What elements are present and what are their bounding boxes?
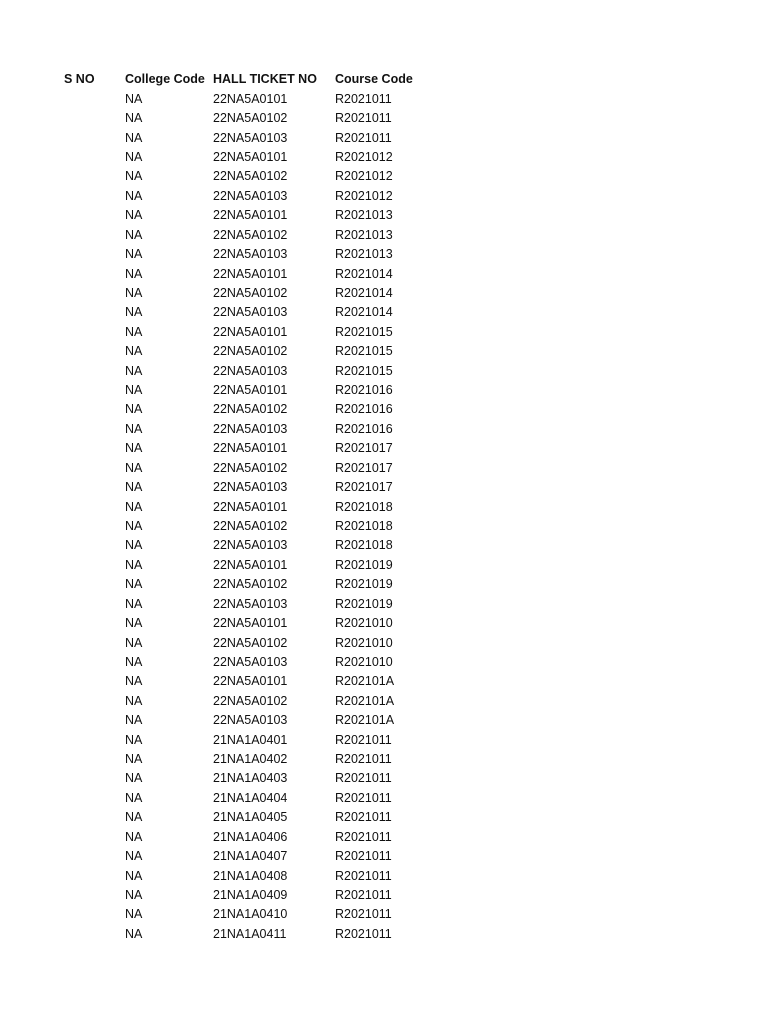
college-code-cell: NA (125, 616, 143, 631)
hall-ticket-cell: 22NA5A0102 (213, 227, 288, 242)
college-code-cell: NA (125, 538, 143, 553)
table-row (64, 458, 435, 477)
table-row (64, 827, 435, 846)
course-code-cell: R2021010 (335, 616, 393, 631)
college-code-cell: NA (125, 421, 143, 436)
table-row (64, 516, 435, 535)
hall-ticket-cell: 21NA1A0408 (213, 868, 288, 883)
table-row (64, 711, 435, 730)
college-code-cell: NA (125, 363, 143, 378)
course-code-cell: R2021012 (335, 149, 393, 164)
college-code-cell: NA (125, 596, 143, 611)
college-code-cell: NA (125, 732, 143, 747)
course-code-cell: R2021011 (335, 130, 392, 145)
header-college-code: College Code (125, 72, 205, 86)
table-row (64, 380, 435, 399)
table-row (64, 691, 435, 710)
table-row (64, 361, 435, 380)
course-code-cell: R2021011 (335, 829, 392, 844)
table-row (64, 730, 435, 749)
hall-ticket-cell: 21NA1A0404 (213, 790, 288, 805)
hall-ticket-cell: 22NA5A0101 (213, 499, 288, 514)
college-code-cell: NA (125, 499, 143, 514)
header-s-no: S NO (64, 72, 95, 86)
table-row (64, 477, 435, 496)
table-row (64, 400, 435, 419)
hall-ticket-cell: 22NA5A0101 (213, 616, 288, 631)
hall-ticket-cell: 21NA1A0405 (213, 810, 288, 825)
college-code-cell: NA (125, 849, 143, 864)
hall-ticket-cell: 22NA5A0103 (213, 538, 288, 553)
hall-ticket-cell: 22NA5A0102 (213, 344, 288, 359)
table-row (64, 924, 435, 943)
college-code-cell: NA (125, 188, 143, 203)
table-row (64, 905, 435, 924)
hall-ticket-cell: 22NA5A0103 (213, 596, 288, 611)
college-code-cell: NA (125, 907, 143, 922)
course-code-cell: R2021011 (335, 907, 392, 922)
course-code-cell: R2021011 (335, 888, 392, 902)
table-row (64, 89, 435, 108)
hall-ticket-cell: 21NA1A0407 (213, 849, 288, 864)
course-code-cell: R2021011 (335, 111, 392, 126)
table-row (64, 419, 435, 438)
hall-ticket-cell: 21NA1A0406 (213, 829, 288, 844)
college-code-cell: NA (125, 674, 143, 689)
table-row (64, 633, 435, 652)
college-code-cell: NA (125, 577, 143, 592)
hall-ticket-cell: 22NA5A0102 (213, 169, 288, 184)
course-code-cell: R2021010 (335, 654, 393, 669)
table-row (64, 264, 435, 283)
course-code-cell: R2021019 (335, 596, 393, 611)
hall-ticket-cell: 22NA5A0102 (213, 693, 288, 708)
table-row (64, 769, 435, 788)
table-row (64, 186, 435, 205)
college-code-cell: NA (125, 266, 143, 281)
college-code-cell: NA (125, 169, 143, 184)
course-code-cell: R2021014 (335, 285, 393, 300)
college-code-cell: NA (125, 888, 143, 902)
college-code-cell: NA (125, 810, 143, 825)
college-code-cell: NA (125, 790, 143, 805)
course-code-cell: R2021015 (335, 363, 393, 378)
course-code-cell: R2021011 (335, 926, 392, 941)
hall-ticket-cell: 22NA5A0101 (213, 266, 288, 281)
hall-ticket-cell: 21NA1A0403 (213, 771, 288, 786)
table-body (64, 89, 435, 944)
hall-ticket-cell: 21NA1A0402 (213, 752, 288, 767)
course-code-cell: R2021011 (335, 752, 392, 767)
college-code-cell: NA (125, 227, 143, 242)
course-code-cell: R2021011 (335, 868, 392, 883)
college-code-cell: NA (125, 285, 143, 300)
course-code-cell: R2021015 (335, 344, 393, 359)
college-code-cell: NA (125, 480, 143, 495)
course-code-cell: R202101A (335, 674, 395, 689)
hall-ticket-cell: 22NA5A0101 (213, 557, 288, 572)
data-table (64, 69, 435, 944)
table-row (64, 206, 435, 225)
hall-ticket-cell: 21NA1A0411 (213, 926, 287, 941)
hall-ticket-cell: 22NA5A0102 (213, 460, 288, 475)
table-row (64, 846, 435, 865)
hall-ticket-cell: 22NA5A0102 (213, 518, 288, 533)
course-code-cell: R2021011 (335, 790, 392, 805)
course-code-cell: R2021011 (335, 732, 392, 747)
table-row (64, 885, 435, 904)
hall-ticket-cell: 21NA1A0409 (213, 888, 288, 902)
hall-ticket-cell: 22NA5A0103 (213, 305, 288, 320)
hall-ticket-cell: 22NA5A0101 (213, 674, 288, 689)
table-row (64, 439, 435, 458)
college-code-cell: NA (125, 208, 143, 223)
hall-ticket-cell: 22NA5A0101 (213, 91, 288, 106)
course-code-cell: R2021019 (335, 577, 393, 592)
college-code-cell: NA (125, 693, 143, 708)
table-row (64, 225, 435, 244)
college-code-cell: NA (125, 829, 143, 844)
college-code-cell: NA (125, 130, 143, 145)
course-code-cell: R2021017 (335, 441, 393, 456)
college-code-cell: NA (125, 91, 143, 106)
college-code-cell: NA (125, 460, 143, 475)
hall-ticket-cell: 22NA5A0102 (213, 635, 288, 650)
table-row (64, 128, 435, 147)
course-code-cell: R2021013 (335, 247, 393, 262)
table-row (64, 322, 435, 341)
college-code-cell: NA (125, 926, 143, 941)
hall-ticket-cell: 21NA1A0401 (213, 732, 288, 747)
course-code-cell: R2021016 (335, 402, 393, 417)
hall-ticket-cell: 22NA5A0103 (213, 130, 288, 145)
hall-ticket-cell: 22NA5A0101 (213, 149, 288, 164)
table-row (64, 866, 435, 885)
table-row (64, 341, 435, 360)
course-code-cell: R2021016 (335, 421, 393, 436)
college-code-cell: NA (125, 383, 143, 398)
college-code-cell: NA (125, 557, 143, 572)
hall-ticket-cell: 21NA1A0410 (213, 907, 288, 922)
course-code-cell: R2021018 (335, 538, 393, 553)
course-code-cell: R2021012 (335, 188, 393, 203)
college-code-cell: NA (125, 518, 143, 533)
table-row (64, 497, 435, 516)
table-row (64, 652, 435, 671)
header-hall-ticket-no: HALL TICKET NO (213, 72, 317, 86)
course-code-cell: R2021014 (335, 266, 393, 281)
table-header-row (64, 69, 435, 89)
table-row (64, 555, 435, 574)
hall-ticket-cell: 22NA5A0102 (213, 285, 288, 300)
college-code-cell: NA (125, 441, 143, 456)
course-code-cell: R202101A (335, 713, 395, 728)
hall-ticket-cell: 22NA5A0103 (213, 654, 288, 669)
hall-ticket-cell: 22NA5A0101 (213, 208, 288, 223)
college-code-cell: NA (125, 868, 143, 883)
table-row (64, 808, 435, 827)
table-row (64, 788, 435, 807)
college-code-cell: NA (125, 654, 143, 669)
college-code-cell: NA (125, 402, 143, 417)
college-code-cell: NA (125, 344, 143, 359)
hall-ticket-cell: 22NA5A0101 (213, 324, 288, 339)
hall-ticket-cell: 22NA5A0103 (213, 247, 288, 262)
table-row (64, 575, 435, 594)
table-row (64, 147, 435, 166)
hall-ticket-cell: 22NA5A0103 (213, 188, 288, 203)
table-row (64, 749, 435, 768)
college-code-cell: NA (125, 149, 143, 164)
college-code-cell: NA (125, 324, 143, 339)
header-course-code: Course Code (335, 72, 413, 86)
hall-ticket-cell: 22NA5A0103 (213, 713, 288, 728)
course-code-cell: R2021011 (335, 91, 392, 106)
hall-ticket-cell: 22NA5A0103 (213, 480, 288, 495)
course-code-cell: R2021014 (335, 305, 393, 320)
course-code-cell: R2021017 (335, 480, 393, 495)
table-row (64, 108, 435, 127)
table-row (64, 244, 435, 263)
hall-ticket-cell: 22NA5A0101 (213, 441, 288, 456)
course-code-cell: R2021013 (335, 227, 393, 242)
table-row (64, 594, 435, 613)
college-code-cell: NA (125, 247, 143, 262)
course-code-cell: R2021019 (335, 557, 393, 572)
hall-ticket-cell: 22NA5A0102 (213, 111, 288, 126)
course-code-cell: R2021018 (335, 518, 393, 533)
course-code-cell: R2021018 (335, 499, 393, 514)
hall-ticket-cell: 22NA5A0101 (213, 383, 288, 398)
course-code-cell: R2021012 (335, 169, 393, 184)
course-code-cell: R2021015 (335, 324, 393, 339)
table-row (64, 536, 435, 555)
table-row (64, 303, 435, 322)
college-code-cell: NA (125, 752, 143, 767)
hall-ticket-cell: 22NA5A0102 (213, 402, 288, 417)
table-row (64, 613, 435, 632)
college-code-cell: NA (125, 305, 143, 320)
college-code-cell: NA (125, 771, 143, 786)
hall-ticket-cell: 22NA5A0102 (213, 577, 288, 592)
table-row (64, 672, 435, 691)
course-code-cell: R2021011 (335, 810, 392, 825)
course-code-cell: R2021017 (335, 460, 393, 475)
course-code-cell: R2021011 (335, 849, 392, 864)
course-code-cell: R202101A (335, 693, 395, 708)
college-code-cell: NA (125, 635, 143, 650)
college-code-cell: NA (125, 713, 143, 728)
college-code-cell: NA (125, 111, 143, 126)
hall-ticket-cell: 22NA5A0103 (213, 363, 288, 378)
hall-ticket-cell: 22NA5A0103 (213, 421, 288, 436)
course-code-cell: R2021010 (335, 635, 393, 650)
table-row (64, 167, 435, 186)
course-code-cell: R2021013 (335, 208, 393, 223)
course-code-cell: R2021011 (335, 771, 392, 786)
table-row (64, 283, 435, 302)
course-code-cell: R2021016 (335, 383, 393, 398)
